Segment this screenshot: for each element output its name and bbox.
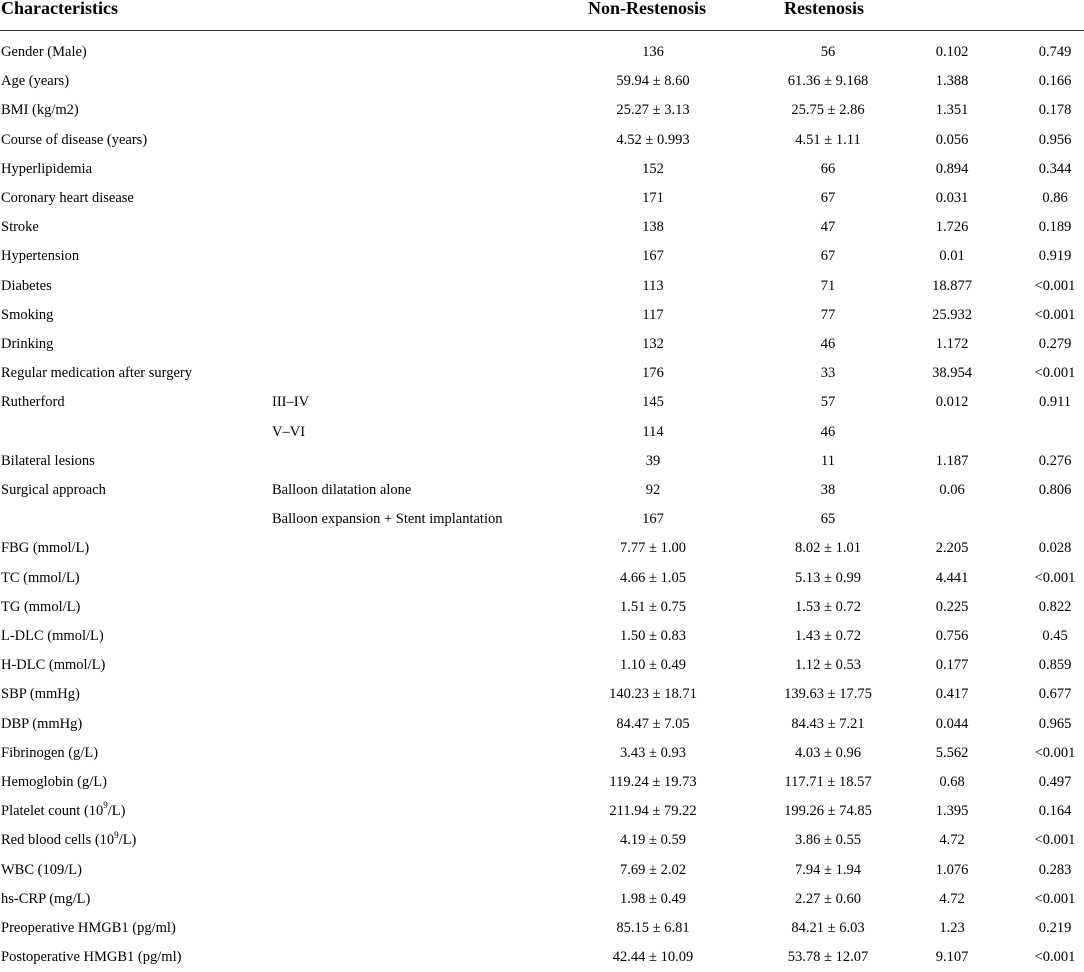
restenosis-value: 2.27 ± 0.60 xyxy=(795,890,861,907)
test-statistic: 0.225 xyxy=(935,598,969,615)
test-statistic: 1.23 xyxy=(939,920,965,936)
p-value: 0.45 xyxy=(1042,628,1068,644)
table-row xyxy=(0,155,1084,184)
test-statistic: 18.877 xyxy=(932,277,972,294)
non-restenosis-value: 4.66 ± 1.05 xyxy=(620,569,686,586)
row-label: Postoperative HMGB1 (pg/ml) xyxy=(1,949,182,966)
restenosis-value: 4.03 ± 0.96 xyxy=(795,744,861,761)
non-restenosis-value: 85.15 ± 6.81 xyxy=(616,920,690,936)
restenosis-value: 56 xyxy=(820,44,836,60)
test-statistic: 4.72 xyxy=(939,890,965,907)
label-text: Red blood cells (10 xyxy=(1,832,115,849)
restenosis-value: 5.13 ± 0.99 xyxy=(795,569,861,586)
p-value: <0.001 xyxy=(1034,744,1076,761)
p-value: 0.166 xyxy=(1038,73,1072,90)
table-row xyxy=(0,330,1084,359)
non-restenosis-value: 84.47 ± 7.05 xyxy=(616,715,690,732)
test-statistic: 0.894 xyxy=(935,160,969,177)
row-label: BMI (kg/m2) xyxy=(1,102,79,119)
non-restenosis-value: 1.50 ± 0.83 xyxy=(620,628,686,644)
row-subgroup: Balloon dilatation alone xyxy=(272,482,412,498)
p-value: 0.276 xyxy=(1038,452,1072,469)
test-statistic: 2.205 xyxy=(935,540,969,557)
test-statistic: 4.441 xyxy=(935,569,969,586)
p-value: 0.749 xyxy=(1038,44,1072,60)
table-row xyxy=(0,564,1084,593)
non-restenosis-value: 4.19 ± 0.59 xyxy=(620,832,686,849)
row-label: Fibrinogen (g/L) xyxy=(1,744,99,761)
table-row xyxy=(0,885,1084,914)
non-restenosis-value: 7.69 ± 2.02 xyxy=(620,861,686,878)
non-restenosis-value: 39 xyxy=(645,452,661,469)
test-statistic: 1.187 xyxy=(935,452,969,469)
row-label: Hemoglobin (g/L) xyxy=(1,774,107,790)
label-tail: /L) xyxy=(107,803,126,820)
test-statistic: 1.726 xyxy=(935,219,969,236)
row-label: Course of disease (years) xyxy=(1,131,148,148)
p-value: 0.178 xyxy=(1038,102,1072,119)
table-row xyxy=(0,359,1084,388)
header-non-restenosis: Non-Restenosis xyxy=(588,0,707,18)
test-statistic: 0.102 xyxy=(935,44,969,60)
p-value: <0.001 xyxy=(1034,890,1076,907)
non-restenosis-value: 171 xyxy=(642,190,664,206)
non-restenosis-value: 114 xyxy=(642,423,664,440)
non-restenosis-value: 42.44 ± 10.09 xyxy=(612,949,694,966)
test-statistic: 0.06 xyxy=(939,482,965,498)
label-superscript: 9 xyxy=(103,800,108,811)
restenosis-value: 1.53 ± 0.72 xyxy=(795,598,861,615)
non-restenosis-value: 92 xyxy=(645,482,661,498)
non-restenosis-value: 59.94 ± 8.60 xyxy=(616,73,690,90)
restenosis-value: 33 xyxy=(820,365,836,382)
row-label xyxy=(1,831,136,849)
non-restenosis-value: 25.27 ± 3.13 xyxy=(616,102,690,119)
test-statistic: 1.395 xyxy=(935,803,969,820)
test-statistic: 38.954 xyxy=(932,365,972,382)
row-label: Preoperative HMGB1 (pg/ml) xyxy=(1,920,176,936)
p-value: 0.219 xyxy=(1038,920,1072,936)
table-row xyxy=(0,272,1084,301)
restenosis-value: 65 xyxy=(820,511,836,528)
test-statistic: 0.756 xyxy=(935,628,969,644)
p-value: <0.001 xyxy=(1034,365,1076,382)
restenosis-value: 4.51 ± 1.11 xyxy=(795,131,861,148)
row-label: TC (mmol/L) xyxy=(1,569,80,586)
table-row xyxy=(0,67,1084,96)
row-label: Smoking xyxy=(1,306,54,323)
row-label: Hypertension xyxy=(1,248,80,265)
non-restenosis-value: 117 xyxy=(642,306,664,323)
p-value: 0.956 xyxy=(1038,131,1072,148)
non-restenosis-value: 140.23 ± 18.71 xyxy=(609,686,697,703)
table-row xyxy=(0,680,1084,709)
restenosis-value: 139.63 ± 17.75 xyxy=(784,686,872,703)
test-statistic: 0.031 xyxy=(935,190,969,206)
p-value: 0.919 xyxy=(1038,248,1072,265)
restenosis-value: 25.75 ± 2.86 xyxy=(791,102,865,119)
non-restenosis-value: 119.24 ± 19.73 xyxy=(609,774,697,790)
row-label: Bilateral lesions xyxy=(1,452,95,469)
p-value: <0.001 xyxy=(1034,306,1076,323)
non-restenosis-value: 7.77 ± 1.00 xyxy=(620,540,686,557)
test-statistic: 1.076 xyxy=(935,861,969,878)
row-label: DBP (mmHg) xyxy=(1,715,83,732)
row-label: Coronary heart disease xyxy=(1,190,134,206)
table-row xyxy=(0,476,1084,505)
restenosis-value: 57 xyxy=(820,394,836,411)
test-statistic: 0.012 xyxy=(935,394,969,411)
table-row xyxy=(0,710,1084,739)
row-label: Drinking xyxy=(1,336,54,352)
non-restenosis-value: 136 xyxy=(642,44,664,60)
p-value: 0.344 xyxy=(1038,160,1072,177)
test-statistic: 0.177 xyxy=(935,657,969,674)
table-row xyxy=(0,768,1084,797)
table-row xyxy=(0,505,1084,534)
row-label: Surgical approach xyxy=(1,482,106,498)
restenosis-value: 53.78 ± 12.07 xyxy=(787,949,869,966)
test-statistic: 1.388 xyxy=(935,73,969,90)
restenosis-value: 77 xyxy=(820,306,836,323)
restenosis-value: 46 xyxy=(820,423,836,440)
restenosis-value: 199.26 ± 74.85 xyxy=(784,803,872,820)
restenosis-value: 61.36 ± 9.168 xyxy=(787,73,869,90)
table-header xyxy=(0,0,1084,31)
restenosis-value: 66 xyxy=(820,160,836,177)
table-row xyxy=(0,534,1084,563)
test-statistic: 0.68 xyxy=(939,774,965,790)
non-restenosis-value: 167 xyxy=(642,511,664,528)
non-restenosis-value: 211.94 ± 79.22 xyxy=(609,803,697,820)
row-label: hs-CRP (mg/L) xyxy=(1,890,91,907)
row-label: Stroke xyxy=(1,219,39,236)
table-row xyxy=(0,301,1084,330)
table-row xyxy=(0,622,1084,651)
table-row xyxy=(0,38,1084,67)
table-row xyxy=(0,914,1084,943)
restenosis-value: 67 xyxy=(820,190,836,206)
p-value: 0.497 xyxy=(1038,774,1072,790)
restenosis-value: 1.43 ± 0.72 xyxy=(795,628,861,644)
restenosis-value: 84.43 ± 7.21 xyxy=(791,715,865,732)
non-restenosis-value: 1.98 ± 0.49 xyxy=(620,890,686,907)
test-statistic: 0.01 xyxy=(939,248,965,265)
non-restenosis-value: 132 xyxy=(642,336,664,352)
non-restenosis-value: 176 xyxy=(642,365,664,382)
non-restenosis-value: 3.43 ± 0.93 xyxy=(620,744,686,761)
restenosis-value: 47 xyxy=(820,219,836,236)
test-statistic: 0.044 xyxy=(935,715,969,732)
p-value: 0.677 xyxy=(1038,686,1072,703)
test-statistic: 9.107 xyxy=(935,949,969,966)
test-statistic: 25.932 xyxy=(932,306,972,323)
row-label: WBC (109/L) xyxy=(1,861,82,878)
p-value: 0.283 xyxy=(1038,861,1072,878)
restenosis-value: 46 xyxy=(820,336,836,352)
table-row xyxy=(0,184,1084,213)
row-subgroup: III–IV xyxy=(272,394,310,411)
row-subgroup: V–VI xyxy=(272,423,306,440)
p-value: 0.806 xyxy=(1038,482,1072,498)
non-restenosis-value: 1.51 ± 0.75 xyxy=(620,598,686,615)
p-value: 0.028 xyxy=(1038,540,1072,557)
non-restenosis-value: 113 xyxy=(642,277,664,294)
table-row xyxy=(0,96,1084,125)
p-value: 0.911 xyxy=(1038,394,1072,411)
table-row xyxy=(0,797,1084,826)
label-tail: /L) xyxy=(118,832,137,849)
p-value: 0.86 xyxy=(1042,190,1068,206)
row-label: Age (years) xyxy=(1,73,70,90)
test-statistic: 1.351 xyxy=(935,102,969,119)
test-statistic: 4.72 xyxy=(939,832,965,849)
restenosis-value: 117.71 ± 18.57 xyxy=(784,774,872,790)
row-label: FBG (mmol/L) xyxy=(1,540,90,557)
row-label: Gender (Male) xyxy=(1,44,87,60)
table-row xyxy=(0,856,1084,885)
restenosis-value: 3.86 ± 0.55 xyxy=(795,832,861,849)
table-row xyxy=(0,447,1084,476)
header-characteristics: Characteristics xyxy=(1,0,118,18)
p-value: 0.965 xyxy=(1038,715,1072,732)
row-label: Regular medication after surgery xyxy=(1,365,192,382)
p-value: 0.164 xyxy=(1038,803,1072,820)
row-label xyxy=(1,802,126,820)
row-label: Hyperlipidemia xyxy=(1,160,93,177)
test-statistic: 0.417 xyxy=(935,686,969,703)
row-label: SBP (mmHg) xyxy=(1,686,80,703)
non-restenosis-value: 152 xyxy=(642,160,664,177)
row-label: H-DLC (mmol/L) xyxy=(1,657,106,674)
p-value: 0.859 xyxy=(1038,657,1072,674)
p-value: 0.189 xyxy=(1038,219,1072,236)
table-row xyxy=(0,593,1084,622)
table-row xyxy=(0,388,1084,417)
restenosis-value: 11 xyxy=(821,452,835,469)
table-row xyxy=(0,826,1084,855)
label-text: Platelet count (10 xyxy=(1,803,104,820)
p-value: <0.001 xyxy=(1034,277,1076,294)
p-value: <0.001 xyxy=(1034,949,1076,966)
restenosis-value: 7.94 ± 1.94 xyxy=(795,861,861,878)
restenosis-value: 67 xyxy=(820,248,836,265)
row-subgroup: Balloon expansion + Stent implantation xyxy=(272,511,503,528)
restenosis-value: 84.21 ± 6.03 xyxy=(791,920,865,936)
header-restenosis: Restenosis xyxy=(784,0,864,18)
non-restenosis-value: 145 xyxy=(642,394,664,411)
table-row xyxy=(0,651,1084,680)
test-statistic: 5.562 xyxy=(935,744,969,761)
restenosis-value: 1.12 ± 0.53 xyxy=(795,657,861,674)
test-statistic: 1.172 xyxy=(935,336,969,352)
table-row xyxy=(0,213,1084,242)
p-value: <0.001 xyxy=(1034,569,1076,586)
restenosis-value: 8.02 ± 1.01 xyxy=(795,540,861,557)
restenosis-value: 71 xyxy=(820,277,836,294)
test-statistic: 0.056 xyxy=(935,131,969,148)
row-label: TG (mmol/L) xyxy=(1,598,81,615)
row-label: Diabetes xyxy=(1,277,52,294)
non-restenosis-value: 167 xyxy=(642,248,664,265)
table-row xyxy=(0,242,1084,271)
non-restenosis-value: 138 xyxy=(642,219,664,236)
p-value: <0.001 xyxy=(1034,832,1076,849)
p-value: 0.822 xyxy=(1038,598,1072,615)
non-restenosis-value: 4.52 ± 0.993 xyxy=(616,131,690,148)
non-restenosis-value: 1.10 ± 0.49 xyxy=(620,657,686,674)
table-row xyxy=(0,126,1084,155)
p-value: 0.279 xyxy=(1038,336,1072,352)
restenosis-value: 38 xyxy=(820,482,836,498)
table-row xyxy=(0,739,1084,768)
table-row xyxy=(0,418,1084,447)
row-label: Rutherford xyxy=(1,394,65,411)
row-label: L-DLC (mmol/L) xyxy=(1,628,104,644)
label-superscript: 9 xyxy=(114,829,119,840)
